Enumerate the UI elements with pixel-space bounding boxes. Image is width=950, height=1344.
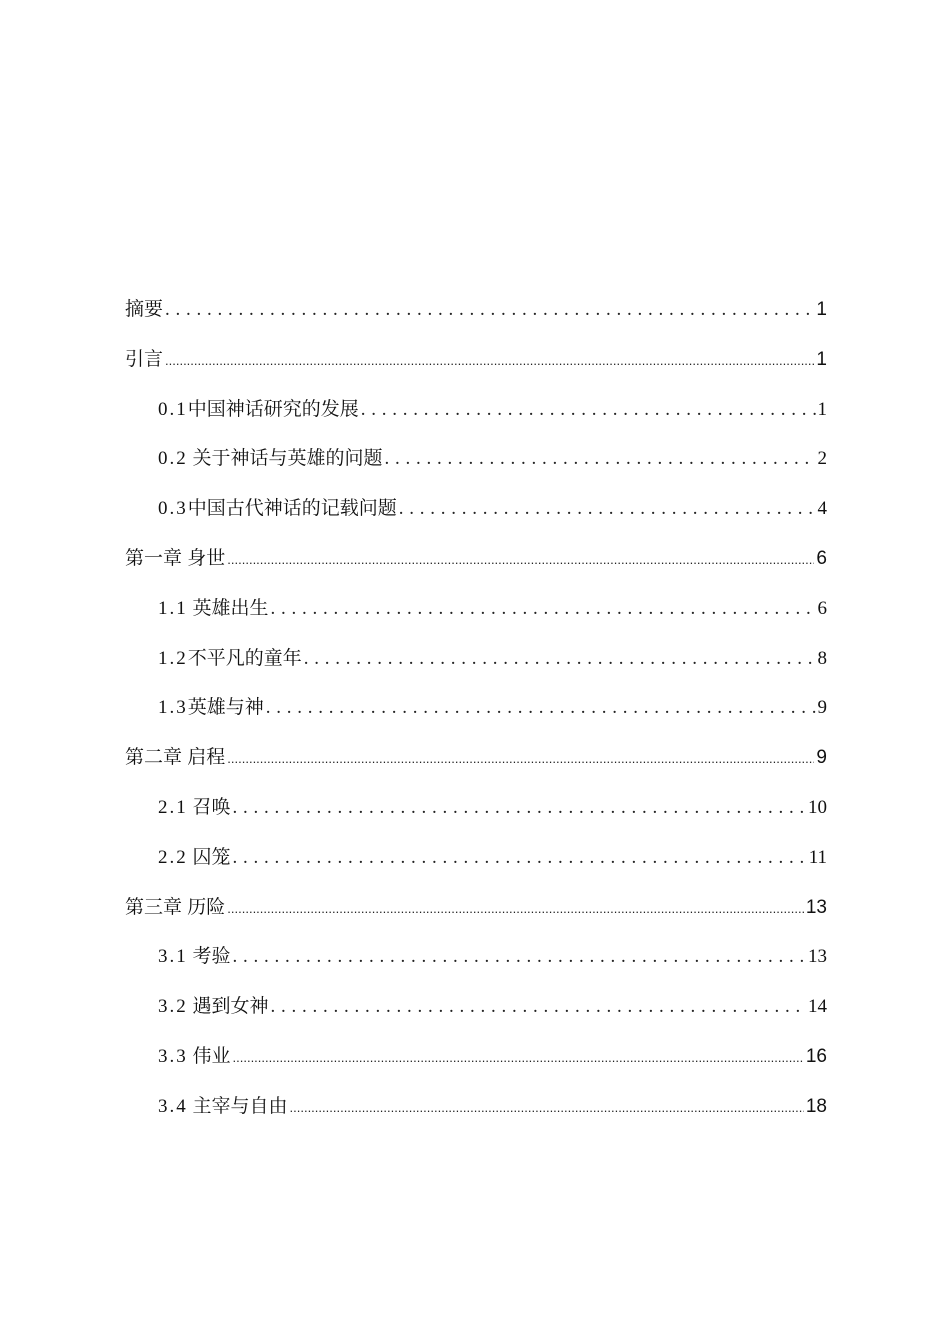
toc-page-number: 2 [817, 448, 827, 470]
toc-entry-title [158, 833, 231, 883]
toc-chapter-entry[interactable] [125, 285, 827, 335]
toc-section-entry[interactable] [125, 634, 827, 684]
toc-chapter-entry[interactable] [125, 534, 827, 584]
toc-section-entry[interactable] [125, 833, 827, 883]
toc-section-entry[interactable] [125, 1082, 827, 1132]
toc-section-entry[interactable] [125, 584, 827, 634]
toc-entry-title [158, 932, 231, 982]
dot-leader [385, 434, 816, 485]
toc-entry-label: 关于神话与英雄的问题 [187, 448, 383, 470]
toc-entry-label: 主宰与自由 [187, 1095, 288, 1117]
toc-chapter-entry[interactable] [125, 883, 827, 933]
toc-entry-label: 引言 [125, 348, 164, 370]
toc-section-entry[interactable] [125, 1032, 827, 1082]
toc-entry-number: 3.2 [158, 996, 188, 1018]
toc-section-entry[interactable] [125, 385, 827, 435]
toc-entry-label: 英雄与神 [187, 697, 264, 719]
dot-leader [266, 683, 816, 734]
toc-entry-label: 遇到女神 [187, 996, 269, 1018]
toc-chapter-entry[interactable] [125, 335, 827, 385]
toc-section-entry[interactable] [125, 932, 827, 982]
toc-page-number: 13 [805, 896, 827, 918]
dot-leader [399, 484, 816, 535]
toc-entry-label: 伟业 [187, 1045, 231, 1067]
toc-entry-title [125, 883, 225, 933]
toc-entry-label: 摘要 [125, 299, 164, 320]
toc-entry-number: 2.2 [158, 846, 188, 868]
toc-entry-label: 中国神话研究的发展 [187, 398, 359, 420]
dot-leader [304, 634, 816, 685]
toc-entry-number: 1.2 [158, 647, 188, 669]
toc-section-entry[interactable] [125, 683, 827, 733]
dot-leader [165, 336, 814, 386]
toc-entry-number: 0.1 [158, 398, 188, 420]
toc-entry-title [125, 733, 225, 783]
toc-entry-label: 考验 [187, 946, 231, 968]
toc-page-number: 13 [808, 946, 827, 968]
toc-section-entry[interactable] [125, 783, 827, 833]
dot-leader [165, 285, 814, 336]
toc-entry-title [158, 683, 264, 733]
toc-page-number: 1 [816, 299, 827, 320]
toc-entry-title [158, 434, 383, 484]
dot-leader [361, 385, 816, 436]
dot-leader [227, 884, 804, 934]
table-of-contents [125, 285, 827, 1132]
toc-entry-number: 3.4 [158, 1095, 188, 1117]
toc-page-number: 6 [817, 597, 827, 619]
toc-entry-title [158, 634, 302, 684]
toc-entry-title [158, 385, 359, 435]
dot-leader [233, 932, 806, 983]
toc-entry-number: 1.1 [158, 597, 188, 619]
toc-entry-number: 3.3 [158, 1045, 188, 1067]
toc-page-number: 16 [805, 1045, 827, 1067]
toc-entry-number: 3.1 [158, 946, 188, 968]
toc-entry-title [125, 534, 225, 584]
dot-leader [271, 982, 806, 1033]
toc-entry-label: 不平凡的童年 [187, 647, 302, 669]
toc-entry-title [158, 1082, 288, 1132]
toc-page-number: 1 [817, 398, 827, 420]
toc-entry-label: 召唤 [187, 796, 231, 818]
toc-entry-number: 0.2 [158, 448, 188, 470]
toc-section-entry[interactable] [125, 434, 827, 484]
toc-page-number: 14 [808, 996, 827, 1018]
toc-entry-label: 第一章 身世 [125, 547, 226, 569]
toc-entry-title [158, 783, 231, 833]
dot-leader [233, 1033, 804, 1083]
toc-section-entry[interactable] [125, 484, 827, 534]
dot-leader [233, 833, 807, 884]
dot-leader [290, 1083, 804, 1133]
toc-page-number: 4 [817, 498, 827, 520]
toc-chapter-entry[interactable] [125, 733, 827, 783]
toc-page-number: 18 [805, 1095, 827, 1117]
toc-entry-title [125, 335, 163, 385]
toc-entry-number: 2.1 [158, 796, 188, 818]
toc-page-number: 10 [808, 796, 827, 818]
toc-entry-label: 囚笼 [187, 846, 231, 868]
dot-leader [227, 734, 814, 784]
toc-entry-title [158, 484, 397, 534]
toc-page-number: 6 [816, 547, 827, 569]
toc-page-number: 1 [816, 348, 827, 370]
toc-entry-title [158, 1032, 231, 1082]
toc-page-number: 9 [816, 747, 827, 769]
toc-entry-label: 第二章 启程 [125, 747, 226, 769]
dot-leader [227, 535, 814, 585]
toc-entry-number: 0.3 [158, 498, 188, 520]
toc-section-entry[interactable] [125, 982, 827, 1032]
toc-entry-number: 1.3 [158, 697, 188, 719]
toc-page-number: 11 [808, 846, 827, 868]
toc-entry-title [158, 982, 269, 1032]
toc-entry-title [125, 285, 163, 335]
toc-page-number: 9 [817, 697, 827, 719]
dot-leader [233, 783, 806, 834]
toc-entry-label: 中国古代神话的记载问题 [187, 498, 397, 520]
dot-leader [271, 584, 816, 635]
toc-entry-label: 第三章 历险 [125, 896, 226, 918]
toc-page-number: 8 [817, 647, 827, 669]
toc-entry-title [158, 584, 269, 634]
toc-entry-label: 英雄出生 [187, 597, 269, 619]
